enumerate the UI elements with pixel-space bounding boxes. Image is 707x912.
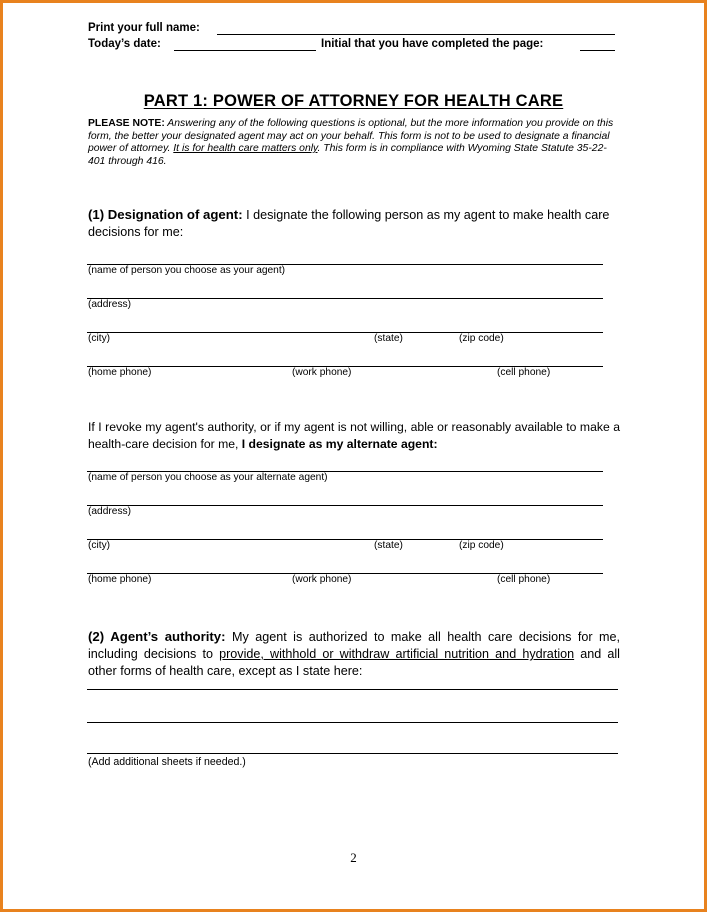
alternate-address-line[interactable] — [87, 505, 603, 506]
agent-name-label: (name of person you choose as your agent) — [88, 265, 286, 276]
additional-sheets-note: (Add additional sheets if needed.) — [88, 756, 246, 768]
alternate-agent-text: If I revoke my agent's authority, or if my agent is not willing, able or reasonably available to make a health-care decision for me, I designate as my alternate agent: — [88, 420, 620, 451]
alternate-city-state-zip-line[interactable] — [87, 539, 603, 540]
initial-line[interactable] — [580, 50, 615, 51]
authority-exception-line-3[interactable] — [87, 753, 618, 754]
date-line[interactable] — [174, 50, 316, 51]
alternate-zip-label: (zip code) — [459, 540, 504, 551]
agent-zip-label: (zip code) — [459, 333, 504, 344]
authority-exception-line-2[interactable] — [87, 722, 618, 723]
date-label: Today’s date: — [88, 38, 161, 50]
alternate-address-label: (address) — [88, 506, 132, 517]
alternate-cell-phone-label: (cell phone) — [497, 574, 551, 585]
full-name-line[interactable] — [217, 34, 615, 35]
designation-of-agent-text: (1) Designation of agent: I designate the following person as my agent to make health care decisions for me: — [88, 207, 610, 239]
page-title: PART 1: POWER OF ATTORNEY FOR HEALTH CARE — [143, 92, 564, 110]
please-note: PLEASE NOTE: Answering any of the following questions is optional, but the more information you provide on this form, the better your designated agent may act on your behalf. This form is not to be used to designate a financial power of attorney. It is for health care matters only. This form is in compliance with Wyoming State Statute 35-22-401 through 416. — [88, 118, 614, 167]
initial-label: Initial that you have completed the page: — [321, 38, 544, 50]
alternate-work-phone-label: (work phone) — [292, 574, 352, 585]
page-number: 2 — [350, 850, 357, 865]
alternate-state-label: (state) — [374, 540, 403, 551]
agent-city-state-zip-line[interactable] — [87, 332, 603, 333]
agent-work-phone-label: (work phone) — [292, 367, 352, 378]
alternate-city-label: (city) — [88, 540, 111, 551]
agent-cell-phone-label: (cell phone) — [497, 367, 551, 378]
alternate-home-phone-label: (home phone) — [88, 574, 152, 585]
alternate-name-label: (name of person you choose as your alternate agent) — [88, 472, 328, 483]
agent-city-label: (city) — [88, 333, 111, 344]
agent-state-label: (state) — [374, 333, 403, 344]
agent-address-label: (address) — [88, 299, 132, 310]
agent-address-line[interactable] — [87, 298, 603, 299]
agent-authority-text: (2) Agent’s authority: My agent is authorized to make all health care decisions for me, including decisions to provide, withhold or withdraw artificial nutrition and hydration and all other forms of health care, except as I state here: — [88, 629, 620, 678]
full-name-label: Print your full name: — [88, 22, 200, 34]
authority-exception-line-1[interactable] — [87, 689, 618, 690]
agent-home-phone-label: (home phone) — [88, 367, 152, 378]
